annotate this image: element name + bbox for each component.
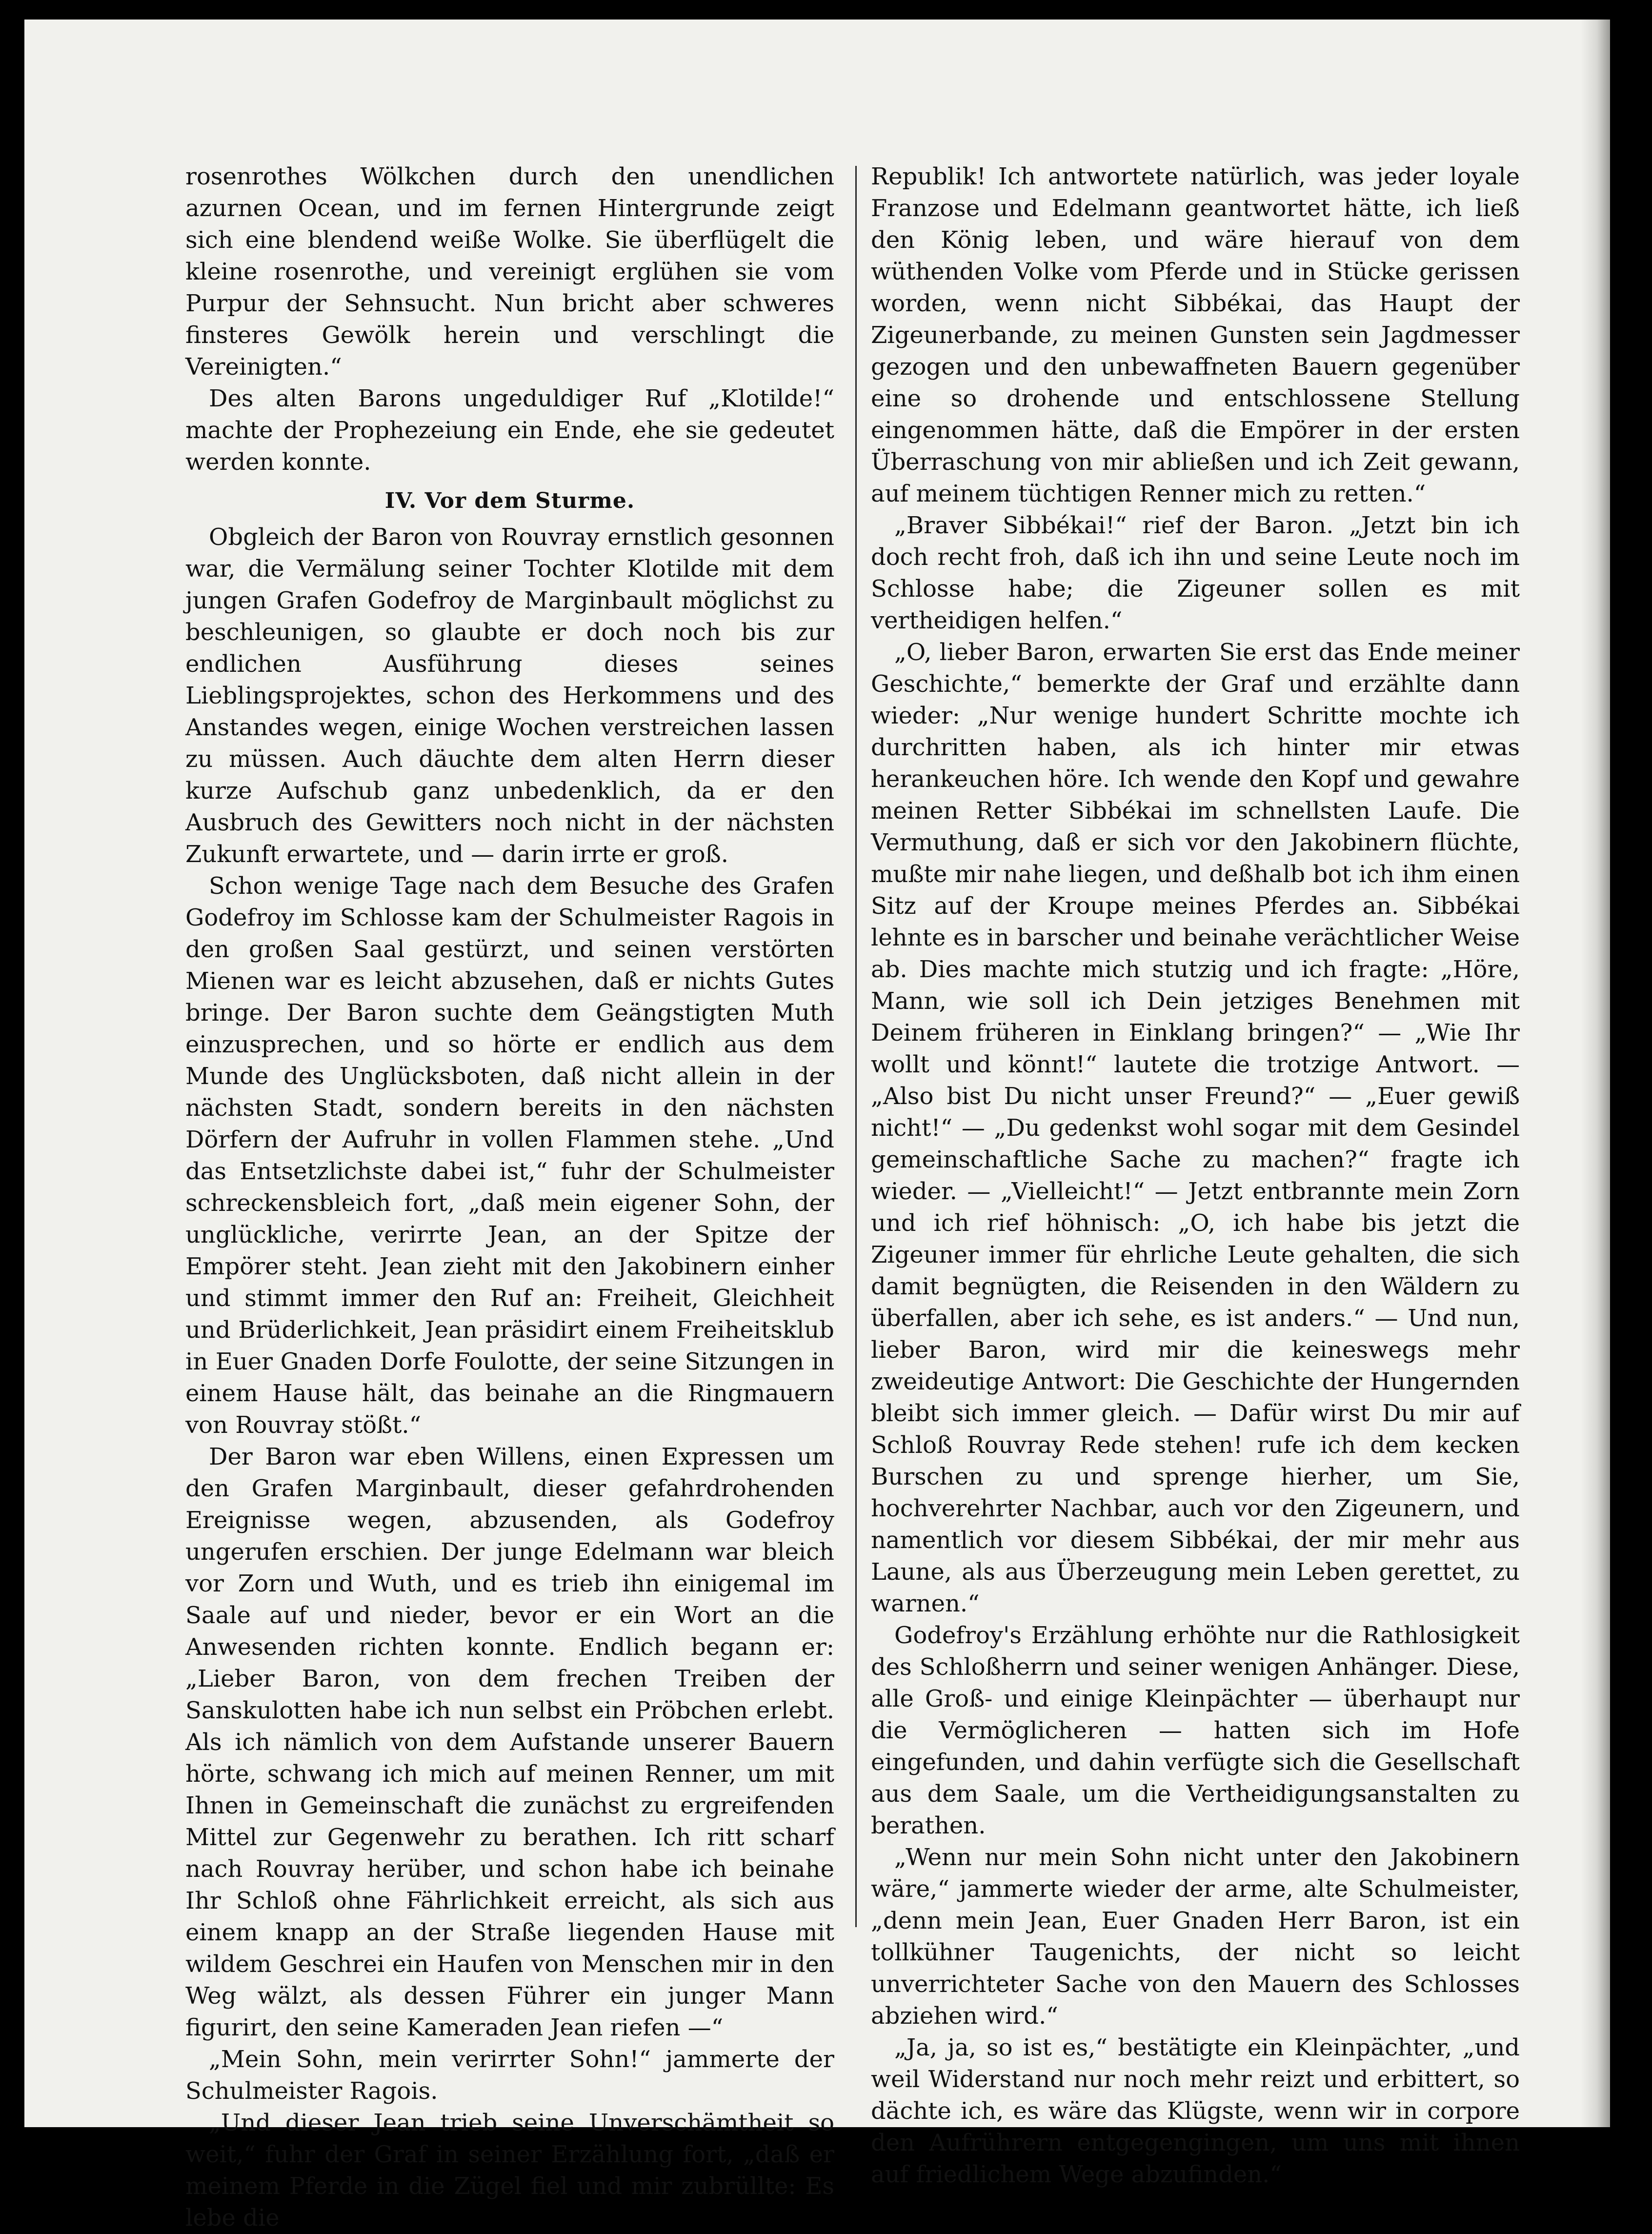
- paragraph: Godefroy's Erzählung erhöhte nur die Rathlosigkeit des Schloßherrn und seiner wenigen Anhänger. Diese, alle Groß- und einige Kleinpächter — überhaupt nur die Vermöglicheren — hatten sich im Hofe eingefunden, und dahin verfügte sich die Gesellschaft aus dem Saale, um die Vertheidigungsanstalten zu berathen.: [871, 1622, 1520, 1839]
- paragraph: rosenrothes Wölkchen durch den unendlichen azurnen Ocean, und im fernen Hintergrunde zeigt sich eine blendend weiße Wolke. Sie überflügelt die kleine rosenrothe, und vereinigt erglühen sie vom Purpur der Sehnsucht. Nun bricht aber schweres finsteres Gewölk herein und verschlingt die Vereinigten.“: [185, 163, 834, 381]
- right-column: [871, 161, 1520, 2191]
- paragraph: „Und dieser Jean trieb seine Unverschämtheit so weit,“ fuhr der Graf in seiner Erzählung fort, „daß er meinem Pferde in die Zügel fiel und mir zubrüllte: Es lebe die: [185, 2109, 834, 2232]
- column-divider: [855, 166, 857, 1927]
- paragraph: Obgleich der Baron von Rouvray ernstlich gesonnen war, die Vermälung seiner Tochter Klotilde mit dem jungen Grafen Godefroy de Marginbault möglichst zu beschleunigen, so glaubte er doch noch bis zur endlichen Ausführung dieses seines Lieblingsprojektes, schon des Herkommens und des Anstandes wegen, einige Wochen verstreichen lassen zu müssen. Auch däuchte dem alten Herrn dieser kurze Aufschub ganz unbedenklich, da er den Ausbruch des Gewitters noch nicht in der nächsten Zukunft erwartete, und — darin irrte er groß.: [185, 523, 834, 868]
- paragraph: „Wenn nur mein Sohn nicht unter den Jakobinern wäre,“ jammerte wieder der arme, alte Schulmeister, „denn mein Jean, Euer Gnaden Herr Baron, ist ein tollkühner Taugenichts, der nicht so leicht unverrichteter Sache von den Mauern des Schlosses abziehen wird.“: [871, 1844, 1520, 2030]
- left-column: [185, 161, 834, 2234]
- paragraph: Schon wenige Tage nach dem Besuche des Grafen Godefroy im Schlosse kam der Schulmeister Ragois in den großen Saal gestürzt, und seinen verstörten Mienen war es leicht abzusehen, daß er nichts Gutes bringe. Der Baron suchte dem Geängstigten Muth einzusprechen, und so hörte er endlich aus dem Munde des Unglücksboten, daß nicht allein in der nächsten Stadt, sondern bereits in den nächsten Dörfern der Aufruhr in vollen Flammen stehe. „Und das Entsetzlichste dabei ist,“ fuhr der Schulmeister schreckensbleich fort, „daß mein eigener Sohn, der unglückliche, verirrte Jean, an der Spitze der Empörer steht. Jean zieht mit den Jakobinern einher und stimmt immer den Ruf an: Freiheit, Gleichheit und Brüderlichkeit, Jean präsidirt einem Freiheitsklub in Euer Gnaden Dorfe Foulotte, der seine Sitzungen in einem Hause hält, das beinahe an die Ringmauern von Rouvray stößt.“: [185, 872, 834, 1439]
- paragraph: „Ja, ja, so ist es,“ bestätigte ein Kleinpächter, „und weil Widerstand nur noch mehr reizt und erbittert, so dächte ich, es wäre das Klügste, wenn wir in corpore den Aufrührern entgegengingen, um uns mit ihnen auf friedlichem Wege abzufinden.“: [871, 2034, 1520, 2188]
- paragraph: Republik! Ich antwortete natürlich, was jeder loyale Franzose und Edelmann geantwortet hätte, ich ließ den König leben, und wäre hierauf von dem wüthenden Volke vom Pferde und in Stücke gerissen worden, wenn nicht Sibbékai, das Haupt der Zigeunerbande, zu meinen Gunsten sein Jagdmesser gezogen und den unbewaffneten Bauern gegenüber eine so drohende und entschlossene Stellung eingenommen hätte, daß die Empörer in der ersten Überraschung von mir abließen und ich Zeit gewann, auf meinem tüchtigen Renner mich zu retten.“: [871, 163, 1520, 507]
- newspaper-page: [24, 20, 1610, 2232]
- paragraph: „O, lieber Baron, erwarten Sie erst das Ende meiner Geschichte,“ bemerkte der Graf und erzählte dann wieder: „Nur wenige hundert Schritte mochte ich durchritten haben, als ich hinter mir etwas herankeuchen höre. Ich wende den Kopf und gewahre meinen Retter Sibbékai im schnellsten Laufe. Die Vermuthung, daß er sich vor den Jakobinern flüchte, mußte mir nahe liegen, und deßhalb bot ich ihm einen Sitz auf der Kroupe meines Pferdes an. Sibbékai lehnte es in barscher und beinahe verächtlicher Weise ab. Dies machte mich stutzig und ich fragte: „Höre, Mann, wie soll ich Dein jetziges Benehmen mit Deinem früheren in Einklang bringen?“ — „Wie Ihr wollt und könnt!“ lautete die trotzige Antwort. — „Also bist Du nicht unser Freund?“ — „Euer gewiß nicht!“ — „Du gedenkst wohl sogar mit dem Gesindel gemeinschaftliche Sache zu machen?“ fragte ich wieder. — „Vielleicht!“ — Jetzt entbrannte mein Zorn und ich rief höhnisch: „O, ich habe bis jetzt die Zigeuner immer für ehrliche Leute gehalten, die sich damit begnügten, die Reisenden in den Wäldern zu überfallen, aber ich sehe, es ist anders.“ — Und nun, lieber Baron, wird mir die keineswegs mehr zweideutige Antwort: Die Geschichte der Hungernden bleibt sich immer gleich. — Dafür wirst Du mir auf Schloß Rouvray Rede stehen! rufe ich dem kecken Burschen zu und sprenge hierher, um Sie, hochverehrter Nachbar, auch vor den Zigeunern, und namentlich vor diesem Sibbékai, der mir mehr aus Laune, als aus Überzeugung mein Leben gerettet, zu warnen.“: [871, 639, 1520, 1617]
- section-heading: IV. Vor dem Sturme.: [384, 488, 635, 513]
- paragraph: „Mein Sohn, mein verirrter Sohn!“ jammerte der Schulmeister Ragois.: [185, 2046, 834, 2105]
- page-fold-shadow: [1581, 20, 1610, 2127]
- paragraph: „Braver Sibbékai!“ rief der Baron. „Jetzt bin ich doch recht froh, daß ich ihn und seine Leute noch im Schlosse habe; die Zigeuner sollen es mit vertheidigen helfen.“: [871, 512, 1520, 634]
- paragraph: Der Baron war eben Willens, einen Expressen um den Grafen Marginbault, dieser gefahrdrohenden Ereignisse wegen, abzusenden, als Godefroy ungerufen erschien. Der junge Edelmann war bleich vor Zorn und Wuth, und es trieb ihn einigemal im Saale auf und nieder, bevor er ein Wort an die Anwesenden richten konnte. Endlich begann er: „Lieber Baron, von dem frechen Treiben der Sanskulotten habe ich nun selbst ein Pröbchen erlebt. Als ich nämlich von dem Aufstande unserer Bauern hörte, schwang ich mich auf meinen Renner, um mit Ihnen in Gemeinschaft die zunächst zu ergreifenden Mittel zur Gegenwehr zu berathen. Ich ritt scharf nach Rouvray herüber, und schon habe ich beinahe Ihr Schloß ohne Fährlichkeit erreicht, als sich aus einem knapp an der Straße liegenden Hause mit wildem Geschrei ein Haufen von Menschen mir in den Weg wälzt, als dessen Führer ein junger Mann figurirt, den seine Kameraden Jean riefen —“: [185, 1443, 834, 2041]
- paragraph: Des alten Barons ungeduldiger Ruf „Klotilde!“ machte der Prophezeiung ein Ende, ehe sie gedeutet werden konnte.: [185, 385, 834, 476]
